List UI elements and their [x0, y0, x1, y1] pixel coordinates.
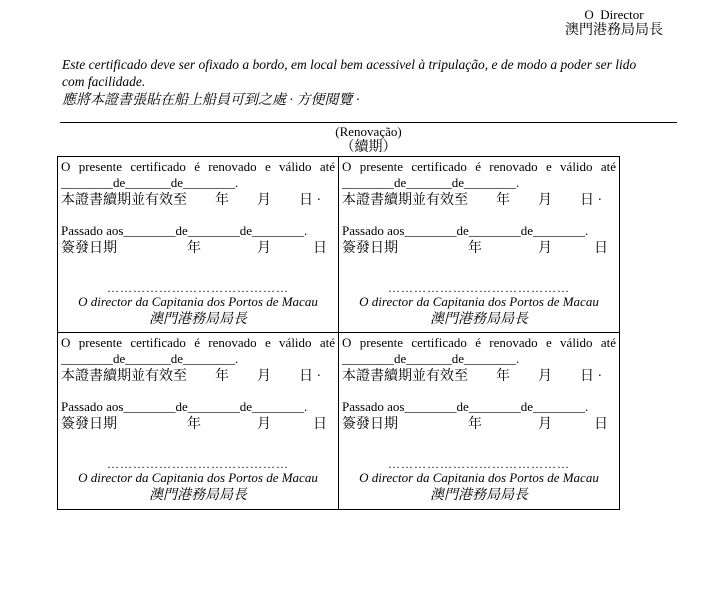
renewal-title-pt: (Renovação) — [335, 124, 402, 139]
signer-title-cn: 澳門港務局局長 — [149, 312, 247, 327]
issued-clause-cn: 簽發日期 年 月 日 — [61, 417, 327, 432]
renewal-block-1 — [58, 157, 339, 333]
valid-clause-cn: 本證書續期並有效至 年 月 日 · — [342, 369, 603, 384]
valid-clause-pt: O presente certificado é renovado e válido até — [61, 335, 335, 350]
valid-date-blanks: ________de_______de________. — [61, 351, 239, 366]
valid-clause-pt: O presente certificado é renovado e válido até — [342, 159, 616, 174]
valid-clause-pt: O presente certificado é renovado e válido até — [342, 335, 616, 350]
signature-dotted-line: …………………………………… — [107, 457, 289, 471]
signer-title-cn: 澳門港務局局長 — [430, 312, 528, 327]
horizontal-rule — [60, 122, 677, 123]
posting-instruction-note — [62, 56, 662, 110]
valid-date-blanks: ________de_______de________. — [61, 175, 239, 190]
renewal-title-cn: （續期） — [340, 140, 397, 155]
signer-title-pt: O director da Capitania dos Portos de Macau — [78, 470, 318, 485]
valid-clause-cn: 本證書續期並有效至 年 月 日 · — [342, 193, 603, 208]
valid-clause-cn: 本證書續期並有效至 年 月 日 · — [61, 193, 322, 208]
director-title-pt: O Director — [584, 7, 644, 22]
issued-clause-cn: 簽發日期 年 月 日 — [342, 241, 608, 256]
director-title-cn: 澳門港務局局長 — [565, 23, 663, 38]
director-header — [558, 7, 670, 39]
issued-clause-cn: 簽發日期 年 月 日 — [61, 241, 327, 256]
renewal-block-3 — [58, 333, 339, 509]
renewal-section-heading — [60, 124, 677, 156]
issued-clause-pt: Passado aos________de________de________. — [61, 223, 308, 238]
signer-title-cn: 澳門港務局局長 — [149, 488, 247, 503]
posting-instruction-pt: Este certificado deve ser ofixado a bordo, em local bem acessivel à tripulação, e de modo a poder ser lido com facilidade. — [62, 57, 637, 89]
signature-dotted-line: …………………………………… — [388, 281, 570, 295]
renewal-table — [57, 156, 620, 510]
signature-dotted-line: …………………………………… — [388, 457, 570, 471]
signature-dotted-line: …………………………………… — [107, 281, 289, 295]
issued-clause-cn: 簽發日期 年 月 日 — [342, 417, 608, 432]
issued-clause-pt: Passado aos________de________de________. — [342, 399, 589, 414]
valid-date-blanks: ________de_______de________. — [342, 351, 520, 366]
signer-title-pt: O director da Capitania dos Portos de Macau — [78, 294, 318, 309]
signer-title-pt: O director da Capitania dos Portos de Macau — [359, 294, 599, 309]
valid-date-blanks: ________de_______de________. — [342, 175, 520, 190]
issued-clause-pt: Passado aos________de________de________. — [342, 223, 589, 238]
signer-title-cn: 澳門港務局局長 — [430, 488, 528, 503]
signer-title-pt: O director da Capitania dos Portos de Macau — [359, 470, 599, 485]
renewal-block-2 — [339, 157, 619, 333]
valid-clause-pt: O presente certificado é renovado e válido até — [61, 159, 335, 174]
renewal-block-4 — [339, 333, 619, 509]
posting-instruction-cn: 應將本證書張貼在船上船員可到之處 · 方便閱覽 · — [62, 93, 360, 108]
issued-clause-pt: Passado aos________de________de________. — [61, 399, 308, 414]
valid-clause-cn: 本證書續期並有效至 年 月 日 · — [61, 369, 322, 384]
